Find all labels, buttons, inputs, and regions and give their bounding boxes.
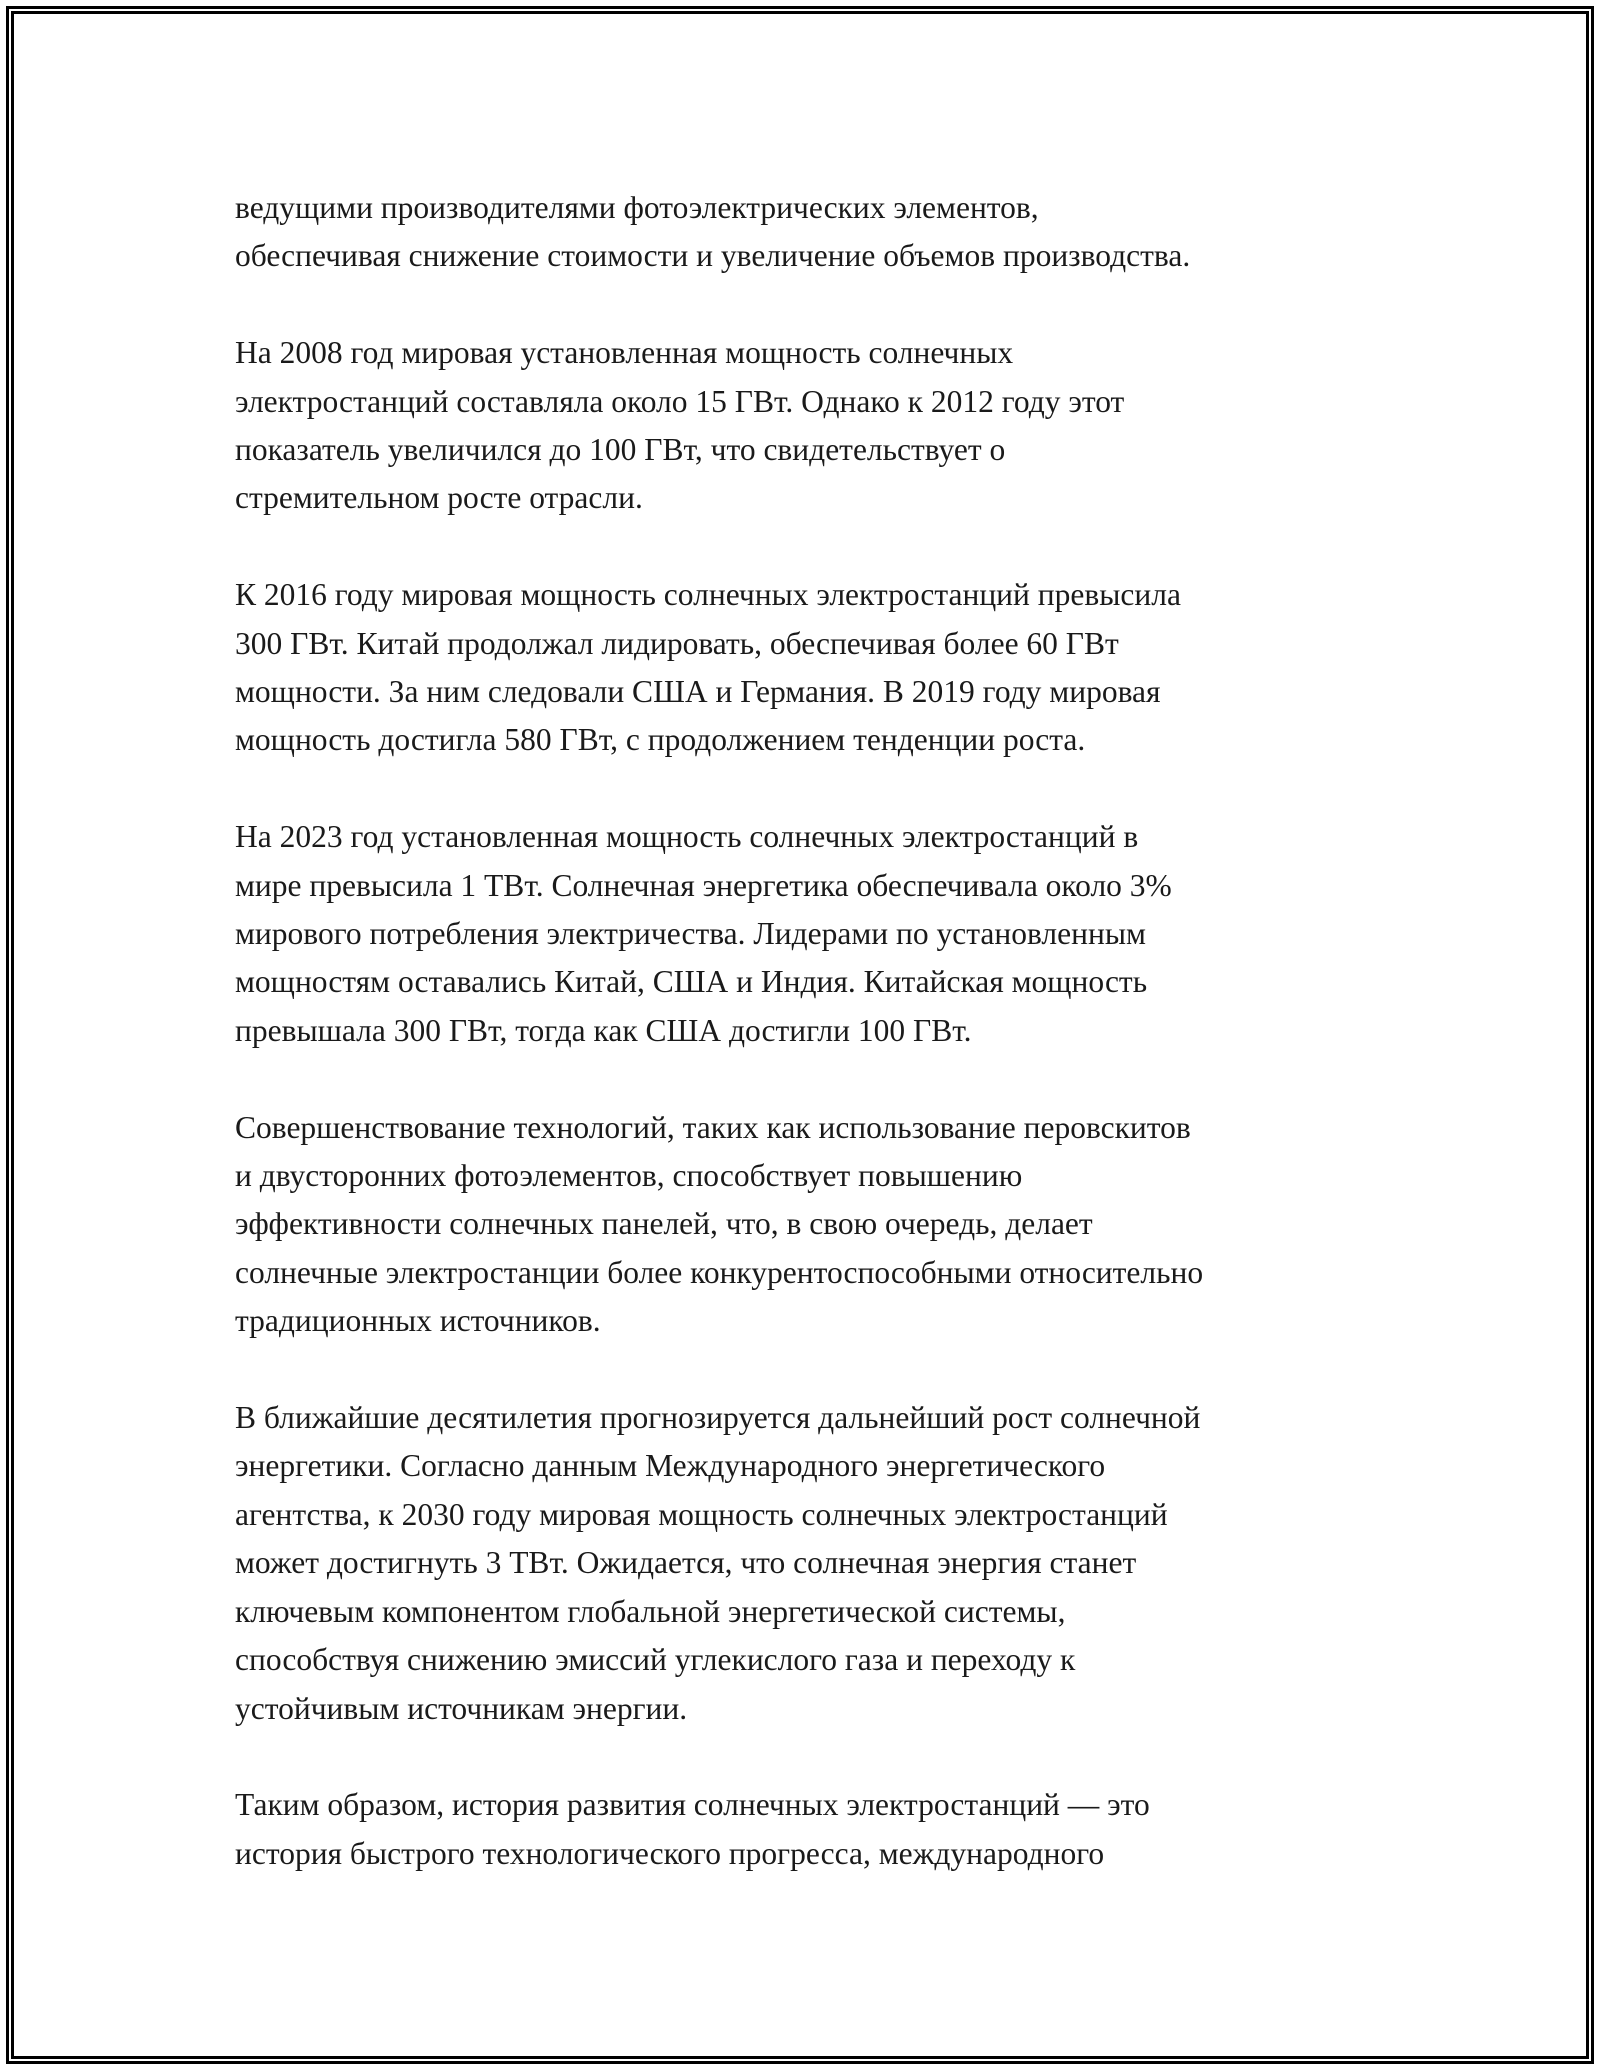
text-line: 300 ГВт. Китай продолжал лидировать, обеспечивая более 60 ГВт <box>235 625 1119 661</box>
paragraph <box>235 571 1375 765</box>
text-line: ключевым компонентом глобальной энергетической системы, <box>235 1593 1066 1629</box>
text-line: мощностям оставались Китай, США и Индия. Китайская мощность <box>235 964 1148 1000</box>
text-line: На 2023 год установленная мощность солнечных электростанций в <box>235 819 1139 855</box>
text-line: энергетики. Согласно данным Международного энергетического <box>235 1448 1106 1484</box>
text-line: мощность достигла 580 ГВт, с продолжением тенденции роста. <box>235 722 1086 758</box>
text-line: показатель увеличился до 100 ГВт, что свидетельствует о <box>235 432 1006 468</box>
text-line: На 2008 год мировая установленная мощность солнечных <box>235 335 1014 371</box>
paragraph <box>235 1781 1375 1878</box>
text-line: электростанций составляла около 15 ГВт. Однако к 2012 году этот <box>235 383 1125 419</box>
text-line: агентства, к 2030 году мировая мощность солнечных электростанций <box>235 1496 1168 1532</box>
paragraph <box>235 1104 1375 1346</box>
paragraph <box>235 1394 1375 1733</box>
text-line: Совершенствование технологий, таких как использование перовскитов <box>235 1109 1191 1145</box>
text-line: эффективности солнечных панелей, что, в свою очередь, делает <box>235 1206 1093 1242</box>
text-line: стремительном росте отрасли. <box>235 480 643 516</box>
text-line: К 2016 году мировая мощность солнечных электростанций превысила <box>235 577 1181 613</box>
text-line: способствуя снижению эмиссий углекислого газа и переходу к <box>235 1642 1076 1678</box>
text-line: может достигнуть 3 ТВт. Ожидается, что солнечная энергия станет <box>235 1545 1137 1581</box>
text-line: устойчивым источникам энергии. <box>235 1690 688 1726</box>
text-line: и двусторонних фотоэлементов, способствует повышению <box>235 1158 1023 1194</box>
paragraph <box>235 184 1375 281</box>
text-line: превышала 300 ГВт, тогда как США достигли 100 ГВт. <box>235 1012 972 1048</box>
text-line: мирового потребления электричества. Лидерами по установленным <box>235 916 1146 952</box>
text-line: традиционных источников. <box>235 1303 601 1339</box>
text-line: В ближайшие десятилетия прогнозируется дальнейший рост солнечной <box>235 1400 1201 1436</box>
document-body <box>235 184 1375 1927</box>
text-line: солнечные электростанции более конкурентоспособными относительно <box>235 1254 1204 1290</box>
text-line: мире превысила 1 ТВт. Солнечная энергетика обеспечивала около 3% <box>235 867 1172 903</box>
text-line: обеспечивая снижение стоимости и увеличение объемов производства. <box>235 238 1191 274</box>
text-line: мощности. За ним следовали США и Германия. В 2019 году мировая <box>235 674 1161 710</box>
text-line: история быстрого технологического прогресса, международного <box>235 1835 1105 1871</box>
paragraph <box>235 813 1375 1055</box>
text-line: ведущими производителями фотоэлектрических элементов, <box>235 190 1039 225</box>
paragraph <box>235 329 1375 523</box>
text-line: Таким образом, история развития солнечных электростанций — это <box>235 1787 1150 1823</box>
